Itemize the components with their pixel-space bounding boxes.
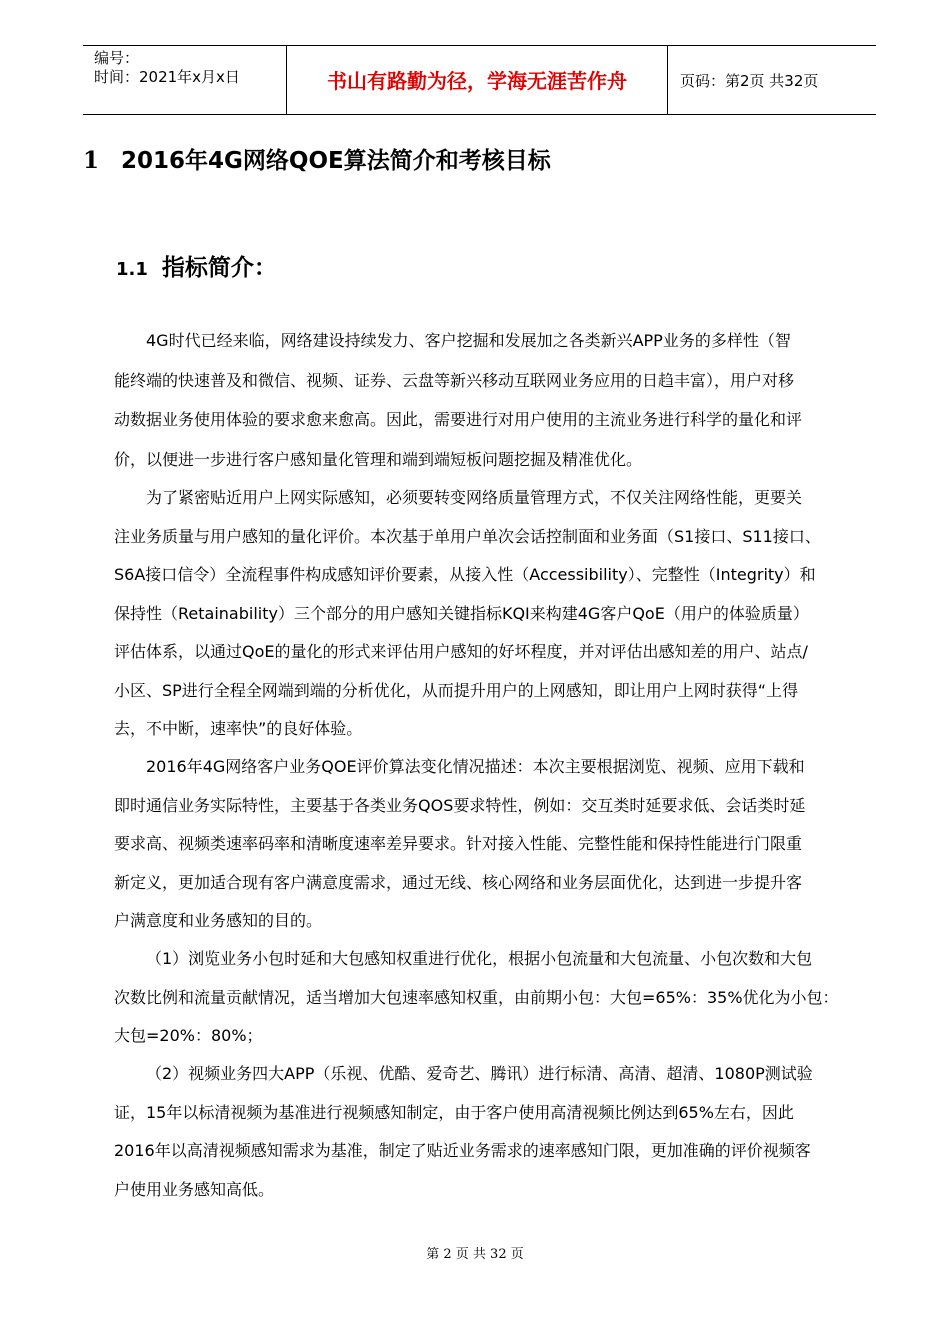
body-line: 去，不中断，速率快”的良好体验。 — [114, 719, 363, 738]
body-line: 证，15年以标清视频为基准进行视频感知制定，由于客户使用高清视频比例达到65%左右，因此 — [114, 1103, 794, 1122]
body-line: 即时通信业务实际特性，主要基于各类业务QOS要求特性，例如：交互类时延要求低、会话类时延 — [114, 796, 806, 815]
section-heading-1-text: 2016年4G网络QOE算法简介和考核目标 — [121, 148, 551, 174]
section-heading-1-number: 1 — [83, 147, 100, 174]
section-heading-1-1-number: 1.1 — [116, 259, 148, 280]
body-line: 能终端的快速普及和微信、视频、证券、云盘等新兴移动互联网业务应用的日趋丰富），用户对移 — [114, 371, 795, 390]
section-heading-1 — [83, 145, 551, 177]
body-line: 评估体系，以通过QoE的量化的形式来评估用户感知的好坏程度，并对评估出感知差的用户、站点/ — [114, 642, 808, 661]
body-line: 2016年以高清视频感知需求为基准，制定了贴近业务需求的速率感知门限，更加准确的评价视频客 — [114, 1141, 811, 1160]
page-footer: 第 2 页 共 32 页 — [426, 1247, 524, 1262]
body-line: 2016年4G网络客户业务QOE评价算法变化情况描述：本次主要根据浏览、视频、应用下载和 — [146, 757, 805, 776]
body-line: （1）浏览业务小包时延和大包感知权重进行优化，根据小包流量和大包流量、小包次数和大包 — [146, 949, 813, 968]
document-time-label: 时间：2021年x月x日 — [94, 68, 240, 86]
body-line: 户满意度和业务感知的目的。 — [114, 911, 323, 930]
header-middle-cell — [287, 46, 668, 114]
header-motto: 书山有路勤为径，学海无涯苦作舟 — [327, 69, 627, 93]
header-right-cell — [668, 46, 876, 114]
body-line: 动数据业务使用体验的要求愈来愈高。因此，需要进行对用户使用的主流业务进行科学的量化和评 — [114, 410, 803, 429]
section-heading-1-1-text: 指标简介： — [161, 255, 277, 281]
header-table — [83, 45, 876, 115]
body-line: 要求高、视频类速率码率和清晰度速率差异要求。针对接入性能、完整性能和保持性能进行门限重 — [114, 834, 803, 853]
section-heading-1-1 — [116, 252, 277, 286]
body-line: （2）视频业务四大APP（乐视、优酷、爱奇艺、腾讯）进行标清、高清、超清、1080P测试验 — [146, 1064, 813, 1083]
body-line: 大包=20%：80%； — [114, 1026, 263, 1045]
body-line: 户使用业务感知高低。 — [114, 1180, 275, 1199]
header-page-info: 页码：第2页 共32页 — [680, 72, 819, 90]
body-line: S6A接口信令）全流程事件构成感知评价要素，从接入性（Accessibility）、完整性（Integrity）和 — [114, 565, 816, 584]
body-line: 新定义，更加适合现有客户满意度需求，通过无线、核心网络和业务层面优化，达到进一步提升客 — [114, 873, 803, 892]
body-line: 保持性（Retainability）三个部分的用户感知关键指标KQI来构建4G客户QoE（用户的体验质量） — [114, 604, 809, 623]
body-line: 为了紧密贴近用户上网实际感知，必须要转变网络质量管理方式，不仅关注网络性能，更要关 — [146, 488, 803, 507]
header-left-cell — [83, 46, 287, 114]
document-code-label: 编号： — [94, 49, 140, 67]
body-line: 注业务质量与用户感知的量化评价。本次基于单用户单次会话控制面和业务面（S1接口、S11接口、 — [114, 527, 821, 546]
body-line: 次数比例和流量贡献情况，适当增加大包速率感知权重，由前期小包：大包=65%：35%优化为小包： — [114, 988, 839, 1007]
body-line: 小区、SP进行全程全网端到端的分析优化，从而提升用户的上网感知，即让用户上网时获得“上得 — [114, 681, 799, 700]
body-line: 4G时代已经来临，网络建设持续发力、客户挖掘和发展加之各类新兴APP业务的多样性（智 — [146, 331, 791, 350]
body-line: 价，以便进一步进行客户感知量化管理和端到端短板问题挖掘及精准优化。 — [114, 450, 643, 469]
